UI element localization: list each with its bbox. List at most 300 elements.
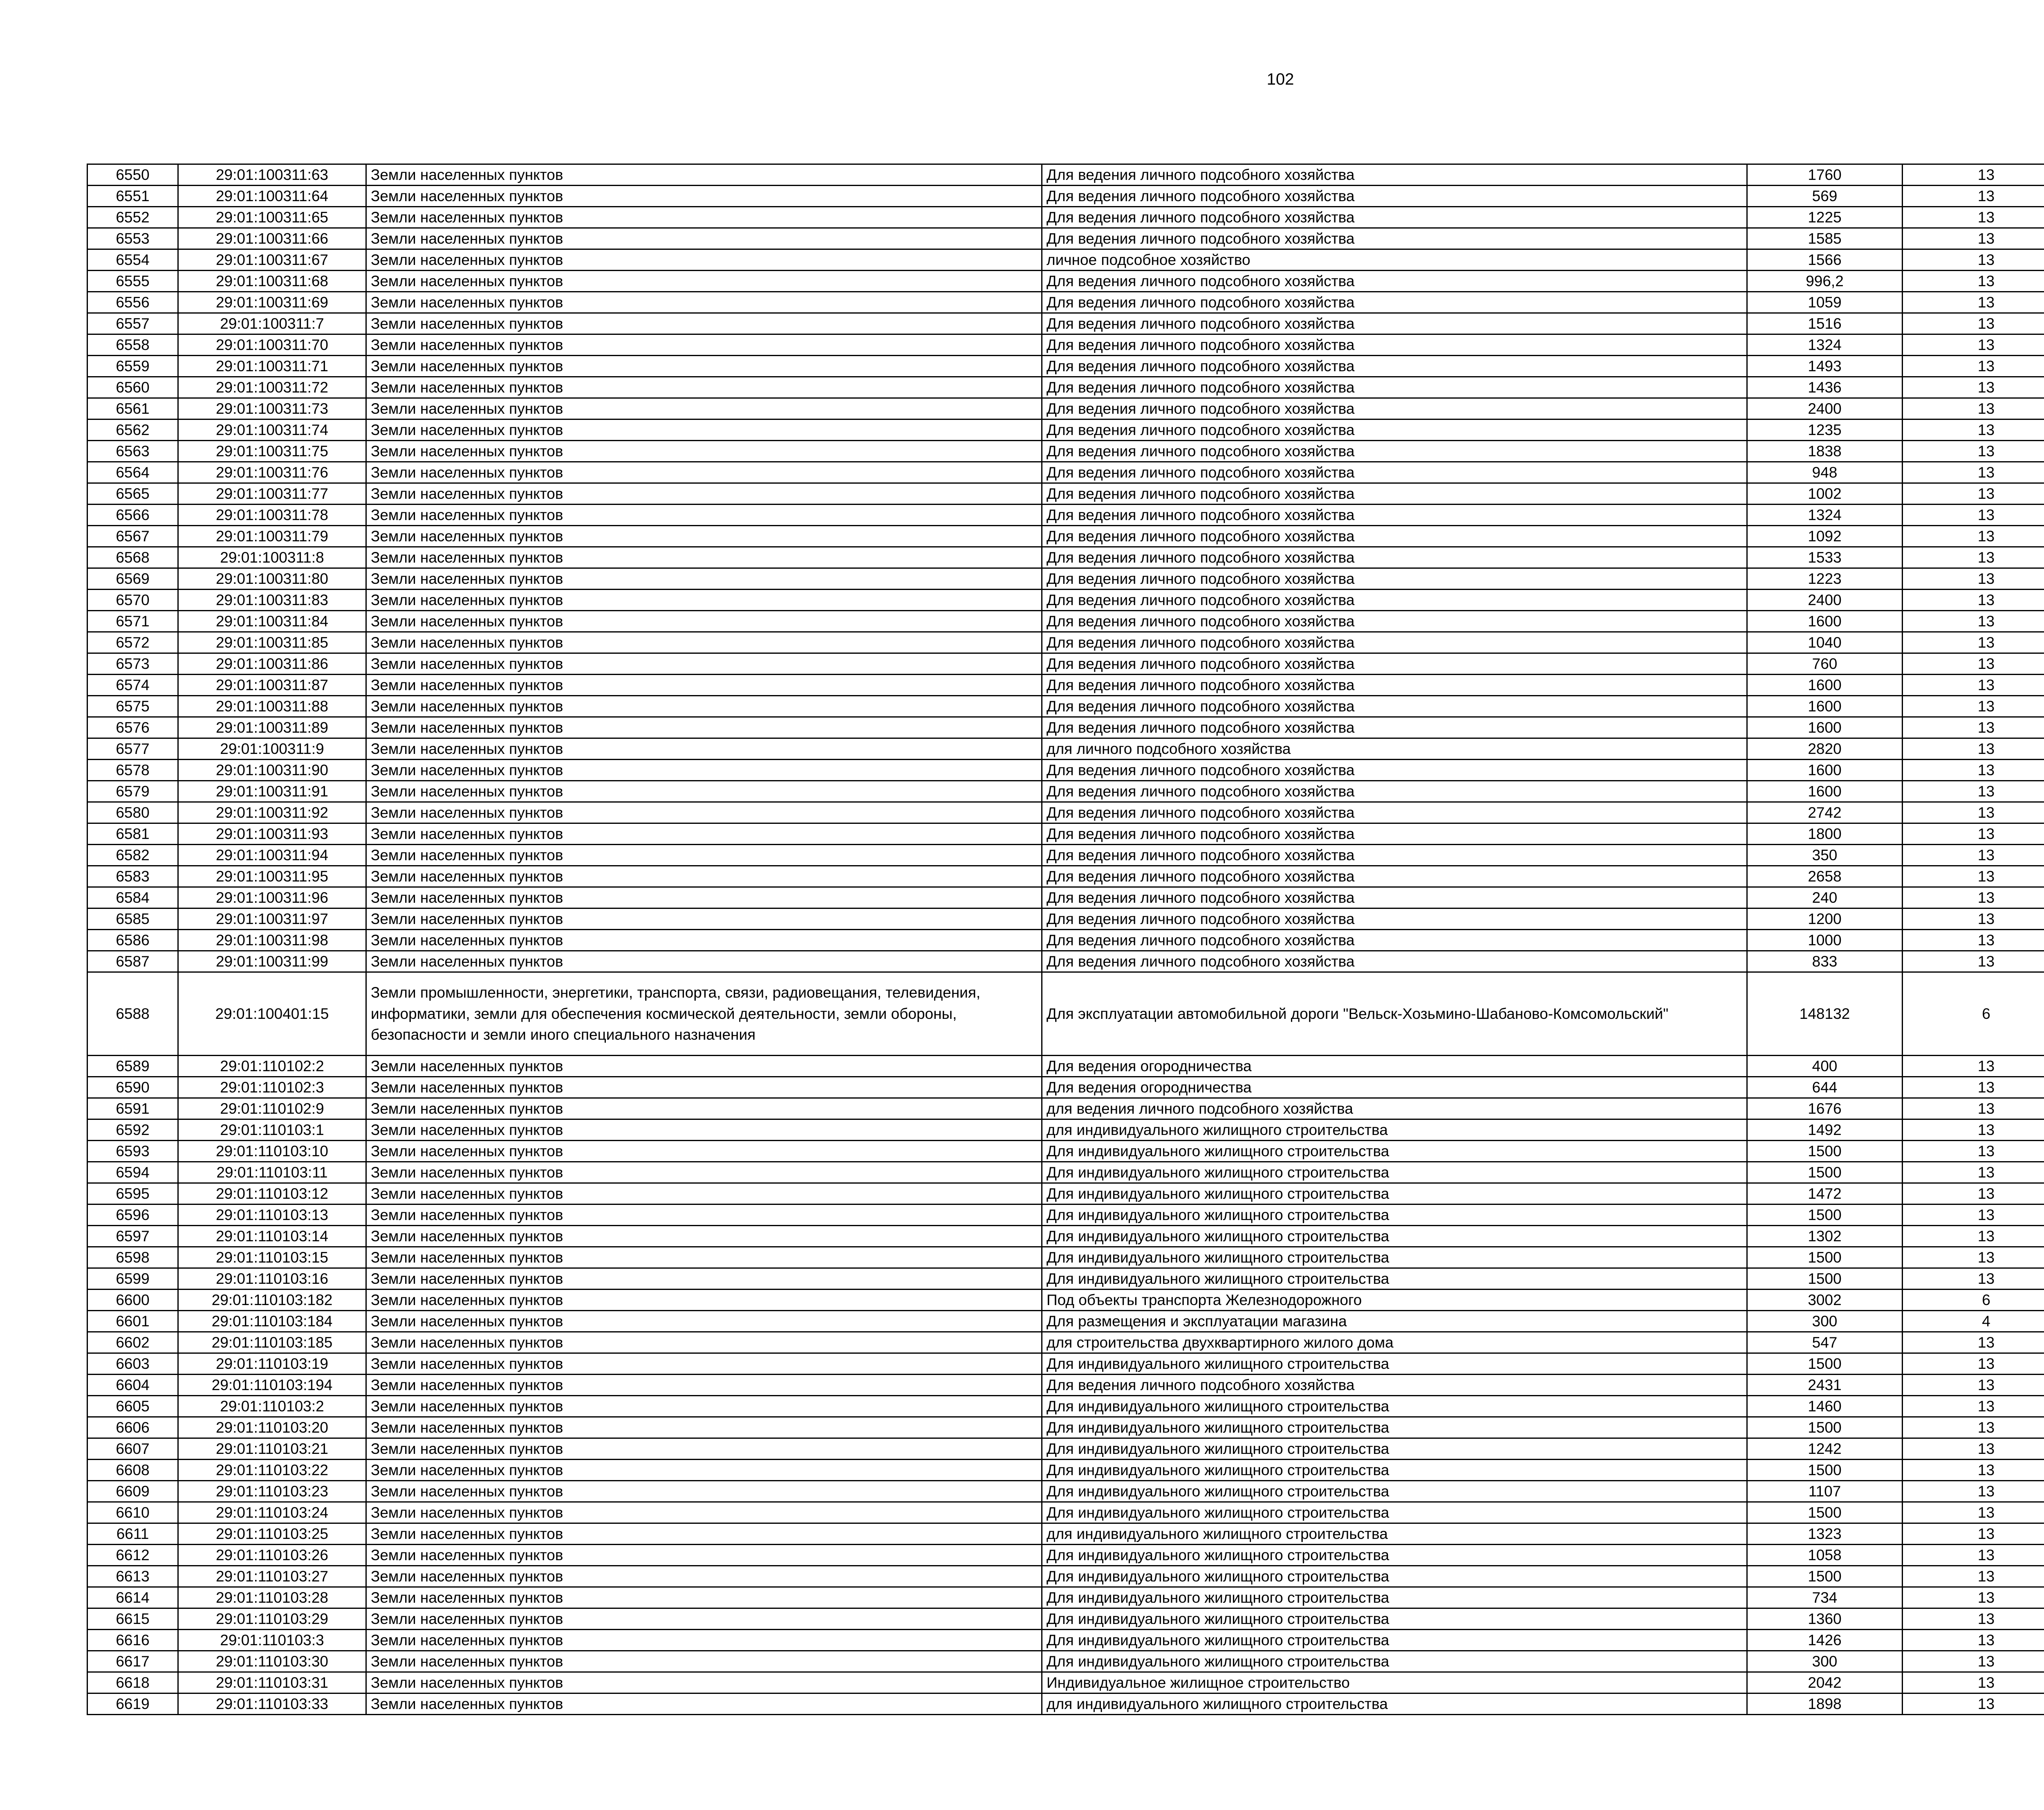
cadastral-number-cell: 29:01:100311:75: [178, 441, 366, 462]
group-code-cell: 6: [1903, 972, 2044, 1056]
row-number-cell: 6613: [87, 1566, 178, 1587]
table-row: [87, 1438, 2044, 1460]
permitted-use-cell: Для ведения личного подсобного хозяйства: [1042, 441, 1747, 462]
land-category-cell: Земли населенных пунктов: [366, 908, 1042, 930]
group-code-cell: 13: [1903, 1077, 2044, 1098]
group-code-cell: 13: [1903, 1141, 2044, 1162]
permitted-use-cell: Под объекты транспорта Железнодорожного: [1042, 1290, 1747, 1311]
table-row: [87, 717, 2044, 738]
table-row: [87, 1630, 2044, 1651]
row-number-cell: 6554: [87, 249, 178, 271]
row-number-cell: 6555: [87, 271, 178, 292]
group-code-cell: 13: [1903, 1332, 2044, 1353]
area-cell: 1533: [1747, 547, 1903, 568]
table-row: [87, 908, 2044, 930]
table-row: [87, 505, 2044, 526]
row-number-cell: 6592: [87, 1119, 178, 1141]
permitted-use-cell: Для ведения личного подсобного хозяйства: [1042, 419, 1747, 441]
table-row: [87, 1056, 2044, 1077]
table-row: [87, 1141, 2044, 1162]
area-cell: 833: [1747, 951, 1903, 972]
permitted-use-cell: Для ведения личного подсобного хозяйства: [1042, 760, 1747, 781]
permitted-use-cell: Для индивидуального жилищного строительства: [1042, 1545, 1747, 1566]
table-row: [87, 249, 2044, 271]
land-category-cell: Земли населенных пунктов: [366, 951, 1042, 972]
cadastral-number-cell: 29:01:110103:29: [178, 1608, 366, 1630]
group-code-cell: 13: [1903, 738, 2044, 760]
area-cell: 996,2: [1747, 271, 1903, 292]
cadastral-number-cell: 29:01:100311:97: [178, 908, 366, 930]
land-category-cell: Земли населенных пунктов: [366, 1290, 1042, 1311]
table-row: [87, 462, 2044, 483]
land-category-cell: Земли населенных пунктов: [366, 1098, 1042, 1119]
area-cell: 1223: [1747, 568, 1903, 590]
cadastral-number-cell: 29:01:100311:64: [178, 186, 366, 207]
table-row: [87, 951, 2044, 972]
group-code-cell: 13: [1903, 249, 2044, 271]
cadastral-number-cell: 29:01:100311:70: [178, 334, 366, 356]
group-code-cell: 13: [1903, 611, 2044, 632]
cadastral-number-cell: 29:01:100311:86: [178, 653, 366, 675]
group-code-cell: 13: [1903, 1672, 2044, 1693]
area-cell: 1092: [1747, 526, 1903, 547]
cadastral-number-cell: 29:01:100311:9: [178, 738, 366, 760]
table-row: [87, 377, 2044, 398]
permitted-use-cell: Для индивидуального жилищного строительства: [1042, 1651, 1747, 1672]
row-number-cell: 6615: [87, 1608, 178, 1630]
permitted-use-cell: Для индивидуального жилищного строительства: [1042, 1460, 1747, 1481]
land-category-cell: Земли населенных пунктов: [366, 1630, 1042, 1651]
land-category-cell: Земли населенных пунктов: [366, 760, 1042, 781]
row-number-cell: 6614: [87, 1587, 178, 1608]
area-cell: 1500: [1747, 1247, 1903, 1268]
area-cell: 734: [1747, 1587, 1903, 1608]
row-number-cell: 6558: [87, 334, 178, 356]
table-row: [87, 1587, 2044, 1608]
row-number-cell: 6593: [87, 1141, 178, 1162]
land-category-cell: Земли населенных пунктов: [366, 1268, 1042, 1290]
permitted-use-cell: Для ведения личного подсобного хозяйства: [1042, 590, 1747, 611]
row-number-cell: 6612: [87, 1545, 178, 1566]
land-category-cell: Земли населенных пунктов: [366, 1056, 1042, 1077]
land-category-cell: Земли населенных пунктов: [366, 590, 1042, 611]
land-category-cell: Земли населенных пунктов: [366, 887, 1042, 908]
permitted-use-cell: Для индивидуального жилищного строительства: [1042, 1204, 1747, 1226]
area-cell: 1500: [1747, 1502, 1903, 1523]
land-category-cell: Земли населенных пунктов: [366, 1311, 1042, 1332]
row-number-cell: 6552: [87, 207, 178, 228]
permitted-use-cell: Для ведения огородничества: [1042, 1056, 1747, 1077]
table-row: [87, 675, 2044, 696]
cadastral-number-cell: 29:01:100311:77: [178, 483, 366, 505]
land-category-cell: Земли населенных пунктов: [366, 611, 1042, 632]
land-category-cell: Земли населенных пунктов: [366, 1545, 1042, 1566]
row-number-cell: 6551: [87, 186, 178, 207]
row-number-cell: 6571: [87, 611, 178, 632]
group-code-cell: 13: [1903, 930, 2044, 951]
cadastral-number-cell: 29:01:110103:20: [178, 1417, 366, 1438]
area-cell: 1600: [1747, 675, 1903, 696]
land-category-cell: Земли населенных пунктов: [366, 1332, 1042, 1353]
cadastral-number-cell: 29:01:110102:9: [178, 1098, 366, 1119]
row-number-cell: 6618: [87, 1672, 178, 1693]
row-number-cell: 6589: [87, 1056, 178, 1077]
row-number-cell: 6598: [87, 1247, 178, 1268]
table-row: [87, 1226, 2044, 1247]
permitted-use-cell: Для ведения личного подсобного хозяйства: [1042, 845, 1747, 866]
cadastral-number-cell: 29:01:100311:98: [178, 930, 366, 951]
row-number-cell: 6567: [87, 526, 178, 547]
area-cell: 2400: [1747, 398, 1903, 419]
land-category-cell: Земли населенных пунктов: [366, 1396, 1042, 1417]
permitted-use-cell: Индивидуальное жилищное строительство: [1042, 1672, 1747, 1693]
table-row: [87, 1353, 2044, 1375]
area-cell: 1500: [1747, 1460, 1903, 1481]
area-cell: 1242: [1747, 1438, 1903, 1460]
cadastral-number-cell: 29:01:110103:10: [178, 1141, 366, 1162]
permitted-use-cell: Для ведения личного подсобного хозяйства: [1042, 292, 1747, 313]
group-code-cell: 13: [1903, 951, 2044, 972]
cadastral-number-cell: 29:01:100311:72: [178, 377, 366, 398]
group-code-cell: 13: [1903, 717, 2044, 738]
group-code-cell: 13: [1903, 292, 2044, 313]
row-number-cell: 6594: [87, 1162, 178, 1183]
permitted-use-cell: Для ведения личного подсобного хозяйства: [1042, 207, 1747, 228]
row-number-cell: 6580: [87, 802, 178, 823]
land-category-cell: Земли населенных пунктов: [366, 1672, 1042, 1693]
group-code-cell: 13: [1903, 1268, 2044, 1290]
permitted-use-cell: Для ведения личного подсобного хозяйства: [1042, 505, 1747, 526]
group-code-cell: 13: [1903, 1608, 2044, 1630]
table-row: [87, 228, 2044, 249]
group-code-cell: 13: [1903, 228, 2044, 249]
permitted-use-cell: Для индивидуального жилищного строительства: [1042, 1247, 1747, 1268]
cadastral-number-cell: 29:01:100311:92: [178, 802, 366, 823]
cadastral-number-cell: 29:01:110103:2: [178, 1396, 366, 1417]
permitted-use-cell: Для ведения личного подсобного хозяйства: [1042, 781, 1747, 802]
permitted-use-cell: Для индивидуального жилищного строительства: [1042, 1481, 1747, 1502]
group-code-cell: 13: [1903, 823, 2044, 845]
row-number-cell: 6605: [87, 1396, 178, 1417]
row-number-cell: 6566: [87, 505, 178, 526]
cadastral-number-cell: 29:01:100311:73: [178, 398, 366, 419]
land-category-cell: Земли населенных пунктов: [366, 441, 1042, 462]
row-number-cell: 6584: [87, 887, 178, 908]
row-number-cell: 6599: [87, 1268, 178, 1290]
table-row: [87, 845, 2044, 866]
permitted-use-cell: Для размещения и эксплуатации магазина: [1042, 1311, 1747, 1332]
permitted-use-cell: для индивидуального жилищного строительства: [1042, 1523, 1747, 1545]
land-category-cell: Земли населенных пунктов: [366, 1481, 1042, 1502]
permitted-use-cell: для строительства двухквартирного жилого дома: [1042, 1332, 1747, 1353]
table-row: [87, 632, 2044, 653]
land-category-cell: Земли населенных пунктов: [366, 1077, 1042, 1098]
area-cell: 1040: [1747, 632, 1903, 653]
land-category-cell: Земли населенных пунктов: [366, 675, 1042, 696]
land-category-cell: Земли населенных пунктов: [366, 207, 1042, 228]
land-category-cell: Земли населенных пунктов: [366, 483, 1042, 505]
row-number-cell: 6619: [87, 1693, 178, 1715]
land-category-cell: Земли населенных пунктов: [366, 1438, 1042, 1460]
cadastral-number-cell: 29:01:110103:25: [178, 1523, 366, 1545]
area-cell: 1838: [1747, 441, 1903, 462]
table-row: [87, 887, 2044, 908]
cadastral-number-cell: 29:01:110103:3: [178, 1630, 366, 1651]
area-cell: 1426: [1747, 1630, 1903, 1651]
table-row: [87, 696, 2044, 717]
permitted-use-cell: Для ведения личного подсобного хозяйства: [1042, 568, 1747, 590]
row-number-cell: 6602: [87, 1332, 178, 1353]
land-category-cell: Земли населенных пунктов: [366, 632, 1042, 653]
row-number-cell: 6568: [87, 547, 178, 568]
group-code-cell: 13: [1903, 313, 2044, 334]
group-code-cell: 13: [1903, 1375, 2044, 1396]
area-cell: 2042: [1747, 1672, 1903, 1693]
cadastral-number-cell: 29:01:100311:7: [178, 313, 366, 334]
area-cell: 1002: [1747, 483, 1903, 505]
permitted-use-cell: для личного подсобного хозяйства: [1042, 738, 1747, 760]
group-code-cell: 13: [1903, 760, 2044, 781]
cadastral-number-cell: 29:01:100311:89: [178, 717, 366, 738]
cadastral-number-cell: 29:01:110103:21: [178, 1438, 366, 1460]
group-code-cell: 13: [1903, 781, 2044, 802]
table-row: [87, 1247, 2044, 1268]
permitted-use-cell: Для ведения личного подсобного хозяйства: [1042, 696, 1747, 717]
row-number-cell: 6561: [87, 398, 178, 419]
table-row: [87, 972, 2044, 1056]
land-category-cell: Земли населенных пунктов: [366, 1502, 1042, 1523]
land-category-cell: Земли населенных пунктов: [366, 334, 1042, 356]
area-cell: 1324: [1747, 334, 1903, 356]
area-cell: 1600: [1747, 760, 1903, 781]
group-code-cell: 13: [1903, 1460, 2044, 1481]
area-cell: 350: [1747, 845, 1903, 866]
table-row: [87, 398, 2044, 419]
cadastral-number-cell: 29:01:110103:185: [178, 1332, 366, 1353]
land-category-cell: Земли населенных пунктов: [366, 653, 1042, 675]
cadastral-number-cell: 29:01:110103:14: [178, 1226, 366, 1247]
permitted-use-cell: Для ведения личного подсобного хозяйства: [1042, 186, 1747, 207]
cadastral-number-cell: 29:01:110103:27: [178, 1566, 366, 1587]
permitted-use-cell: Для ведения личного подсобного хозяйства: [1042, 164, 1747, 186]
table-row: [87, 930, 2044, 951]
table-row: [87, 1268, 2044, 1290]
row-number-cell: 6591: [87, 1098, 178, 1119]
row-number-cell: 6607: [87, 1438, 178, 1460]
area-cell: 1107: [1747, 1481, 1903, 1502]
cadastral-number-cell: 29:01:100311:94: [178, 845, 366, 866]
group-code-cell: 13: [1903, 1481, 2044, 1502]
area-cell: 1000: [1747, 930, 1903, 951]
row-number-cell: 6575: [87, 696, 178, 717]
table-row: [87, 1460, 2044, 1481]
cadastral-number-cell: 29:01:110103:13: [178, 1204, 366, 1226]
cadastral-number-cell: 29:01:100311:96: [178, 887, 366, 908]
row-number-cell: 6588: [87, 972, 178, 1056]
table-row: [87, 1162, 2044, 1183]
group-code-cell: 13: [1903, 419, 2044, 441]
group-code-cell: 13: [1903, 441, 2044, 462]
area-cell: 1324: [1747, 505, 1903, 526]
area-cell: 1460: [1747, 1396, 1903, 1417]
permitted-use-cell: Для индивидуального жилищного строительства: [1042, 1438, 1747, 1460]
row-number-cell: 6590: [87, 1077, 178, 1098]
table-row: [87, 1545, 2044, 1566]
area-cell: 1500: [1747, 1566, 1903, 1587]
permitted-use-cell: Для ведения личного подсобного хозяйства: [1042, 398, 1747, 419]
table-row: [87, 547, 2044, 568]
land-category-cell: Земли населенных пунктов: [366, 781, 1042, 802]
area-cell: 1760: [1747, 164, 1903, 186]
group-code-cell: 13: [1903, 1502, 2044, 1523]
area-cell: 1225: [1747, 207, 1903, 228]
cadastral-number-cell: 29:01:110102:3: [178, 1077, 366, 1098]
table-row: [87, 441, 2044, 462]
group-code-cell: 13: [1903, 483, 2044, 505]
area-cell: 1500: [1747, 1268, 1903, 1290]
permitted-use-cell: Для индивидуального жилищного строительства: [1042, 1566, 1747, 1587]
cadastral-number-cell: 29:01:110103:12: [178, 1183, 366, 1204]
group-code-cell: 13: [1903, 1693, 2044, 1715]
land-category-cell: Земли населенных пунктов: [366, 398, 1042, 419]
group-code-cell: 13: [1903, 526, 2044, 547]
table-row: [87, 1651, 2044, 1672]
permitted-use-cell: Для ведения личного подсобного хозяйства: [1042, 717, 1747, 738]
table-row: [87, 1481, 2044, 1502]
land-category-cell: Земли населенных пунктов: [366, 1247, 1042, 1268]
land-category-cell: Земли населенных пунктов: [366, 738, 1042, 760]
row-number-cell: 6564: [87, 462, 178, 483]
permitted-use-cell: Для ведения личного подсобного хозяйства: [1042, 930, 1747, 951]
cadastral-number-cell: 29:01:100311:99: [178, 951, 366, 972]
cadastral-number-cell: 29:01:110103:11: [178, 1162, 366, 1183]
cadastral-number-cell: 29:01:100311:68: [178, 271, 366, 292]
table-row: [87, 1332, 2044, 1353]
permitted-use-cell: Для ведения личного подсобного хозяйства: [1042, 823, 1747, 845]
row-number-cell: 6600: [87, 1290, 178, 1311]
row-number-cell: 6581: [87, 823, 178, 845]
land-category-cell: Земли населенных пунктов: [366, 249, 1042, 271]
area-cell: 2658: [1747, 866, 1903, 887]
area-cell: 1200: [1747, 908, 1903, 930]
row-number-cell: 6617: [87, 1651, 178, 1672]
group-code-cell: 6: [1903, 1290, 2044, 1311]
cadastral-number-cell: 29:01:100311:71: [178, 356, 366, 377]
land-category-cell: Земли населенных пунктов: [366, 356, 1042, 377]
land-category-cell: Земли промышленности, энергетики, транспорта, связи, радиовещания, телевидения, информатики, земли для обеспечения космической деятельности, земли обороны, безопасности и земли иного специального назначения: [366, 972, 1042, 1056]
cadastral-number-cell: 29:01:100311:83: [178, 590, 366, 611]
area-cell: 1500: [1747, 1353, 1903, 1375]
permitted-use-cell: Для ведения личного подсобного хозяйства: [1042, 483, 1747, 505]
row-number-cell: 6595: [87, 1183, 178, 1204]
land-category-cell: Земли населенных пунктов: [366, 1566, 1042, 1587]
area-cell: 1493: [1747, 356, 1903, 377]
table-row: [87, 781, 2044, 802]
table-row: [87, 356, 2044, 377]
permitted-use-cell: Для индивидуального жилищного строительства: [1042, 1141, 1747, 1162]
land-category-cell: Земли населенных пунктов: [366, 823, 1042, 845]
land-category-cell: Земли населенных пунктов: [366, 292, 1042, 313]
cadastral-number-cell: 29:01:100311:76: [178, 462, 366, 483]
group-code-cell: 13: [1903, 356, 2044, 377]
cadastral-number-cell: 29:01:110102:2: [178, 1056, 366, 1077]
area-cell: 1585: [1747, 228, 1903, 249]
area-cell: 1600: [1747, 611, 1903, 632]
table-row: [87, 611, 2044, 632]
table-row: [87, 866, 2044, 887]
permitted-use-cell: для индивидуального жилищного строительства: [1042, 1693, 1747, 1715]
group-code-cell: 13: [1903, 653, 2044, 675]
land-category-cell: Земли населенных пунктов: [366, 164, 1042, 186]
cadastral-number-cell: 29:01:110103:24: [178, 1502, 366, 1523]
row-number-cell: 6601: [87, 1311, 178, 1332]
row-number-cell: 6557: [87, 313, 178, 334]
cadastral-number-cell: 29:01:100311:95: [178, 866, 366, 887]
row-number-cell: 6606: [87, 1417, 178, 1438]
row-number-cell: 6573: [87, 653, 178, 675]
row-number-cell: 6587: [87, 951, 178, 972]
row-number-cell: 6574: [87, 675, 178, 696]
permitted-use-cell: Для ведения личного подсобного хозяйства: [1042, 377, 1747, 398]
permitted-use-cell: Для индивидуального жилищного строительства: [1042, 1630, 1747, 1651]
table-row: [87, 1311, 2044, 1332]
row-number-cell: 6611: [87, 1523, 178, 1545]
area-cell: 1500: [1747, 1417, 1903, 1438]
row-number-cell: 6609: [87, 1481, 178, 1502]
page-number: 102: [1266, 70, 1294, 88]
group-code-cell: 13: [1903, 845, 2044, 866]
permitted-use-cell: Для ведения личного подсобного хозяйства: [1042, 908, 1747, 930]
area-cell: 569: [1747, 186, 1903, 207]
land-category-cell: Земли населенных пунктов: [366, 1375, 1042, 1396]
cadastral-number-cell: 29:01:110103:1: [178, 1119, 366, 1141]
cadastral-number-cell: 29:01:100311:65: [178, 207, 366, 228]
permitted-use-cell: Для ведения личного подсобного хозяйства: [1042, 313, 1747, 334]
group-code-cell: 13: [1903, 1056, 2044, 1077]
row-number-cell: 6572: [87, 632, 178, 653]
table-row: [87, 1502, 2044, 1523]
land-category-cell: Земли населенных пунктов: [366, 1141, 1042, 1162]
row-number-cell: 6562: [87, 419, 178, 441]
cadastral-number-cell: 29:01:100311:90: [178, 760, 366, 781]
group-code-cell: 13: [1903, 1396, 2044, 1417]
cadastral-number-cell: 29:01:100311:88: [178, 696, 366, 717]
group-code-cell: 13: [1903, 547, 2044, 568]
group-code-cell: 13: [1903, 866, 2044, 887]
land-category-cell: Земли населенных пунктов: [366, 717, 1042, 738]
area-cell: 1600: [1747, 717, 1903, 738]
table-row: [87, 738, 2044, 760]
table-row: [87, 1523, 2044, 1545]
permitted-use-cell: Для индивидуального жилищного строительства: [1042, 1226, 1747, 1247]
row-number-cell: 6576: [87, 717, 178, 738]
group-code-cell: 13: [1903, 207, 2044, 228]
table-row: [87, 207, 2044, 228]
permitted-use-cell: Для ведения личного подсобного хозяйства: [1042, 802, 1747, 823]
cadastral-number-cell: 29:01:110103:22: [178, 1460, 366, 1481]
table-row: [87, 1375, 2044, 1396]
group-code-cell: 13: [1903, 164, 2044, 186]
group-code-cell: 13: [1903, 1566, 2044, 1587]
table-row: [87, 653, 2044, 675]
land-category-cell: Земли населенных пунктов: [366, 1226, 1042, 1247]
row-number-cell: 6556: [87, 292, 178, 313]
table-row: [87, 526, 2044, 547]
group-code-cell: 13: [1903, 1587, 2044, 1608]
permitted-use-cell: Для ведения личного подсобного хозяйства: [1042, 632, 1747, 653]
row-number-cell: 6550: [87, 164, 178, 186]
group-code-cell: 13: [1903, 1183, 2044, 1204]
